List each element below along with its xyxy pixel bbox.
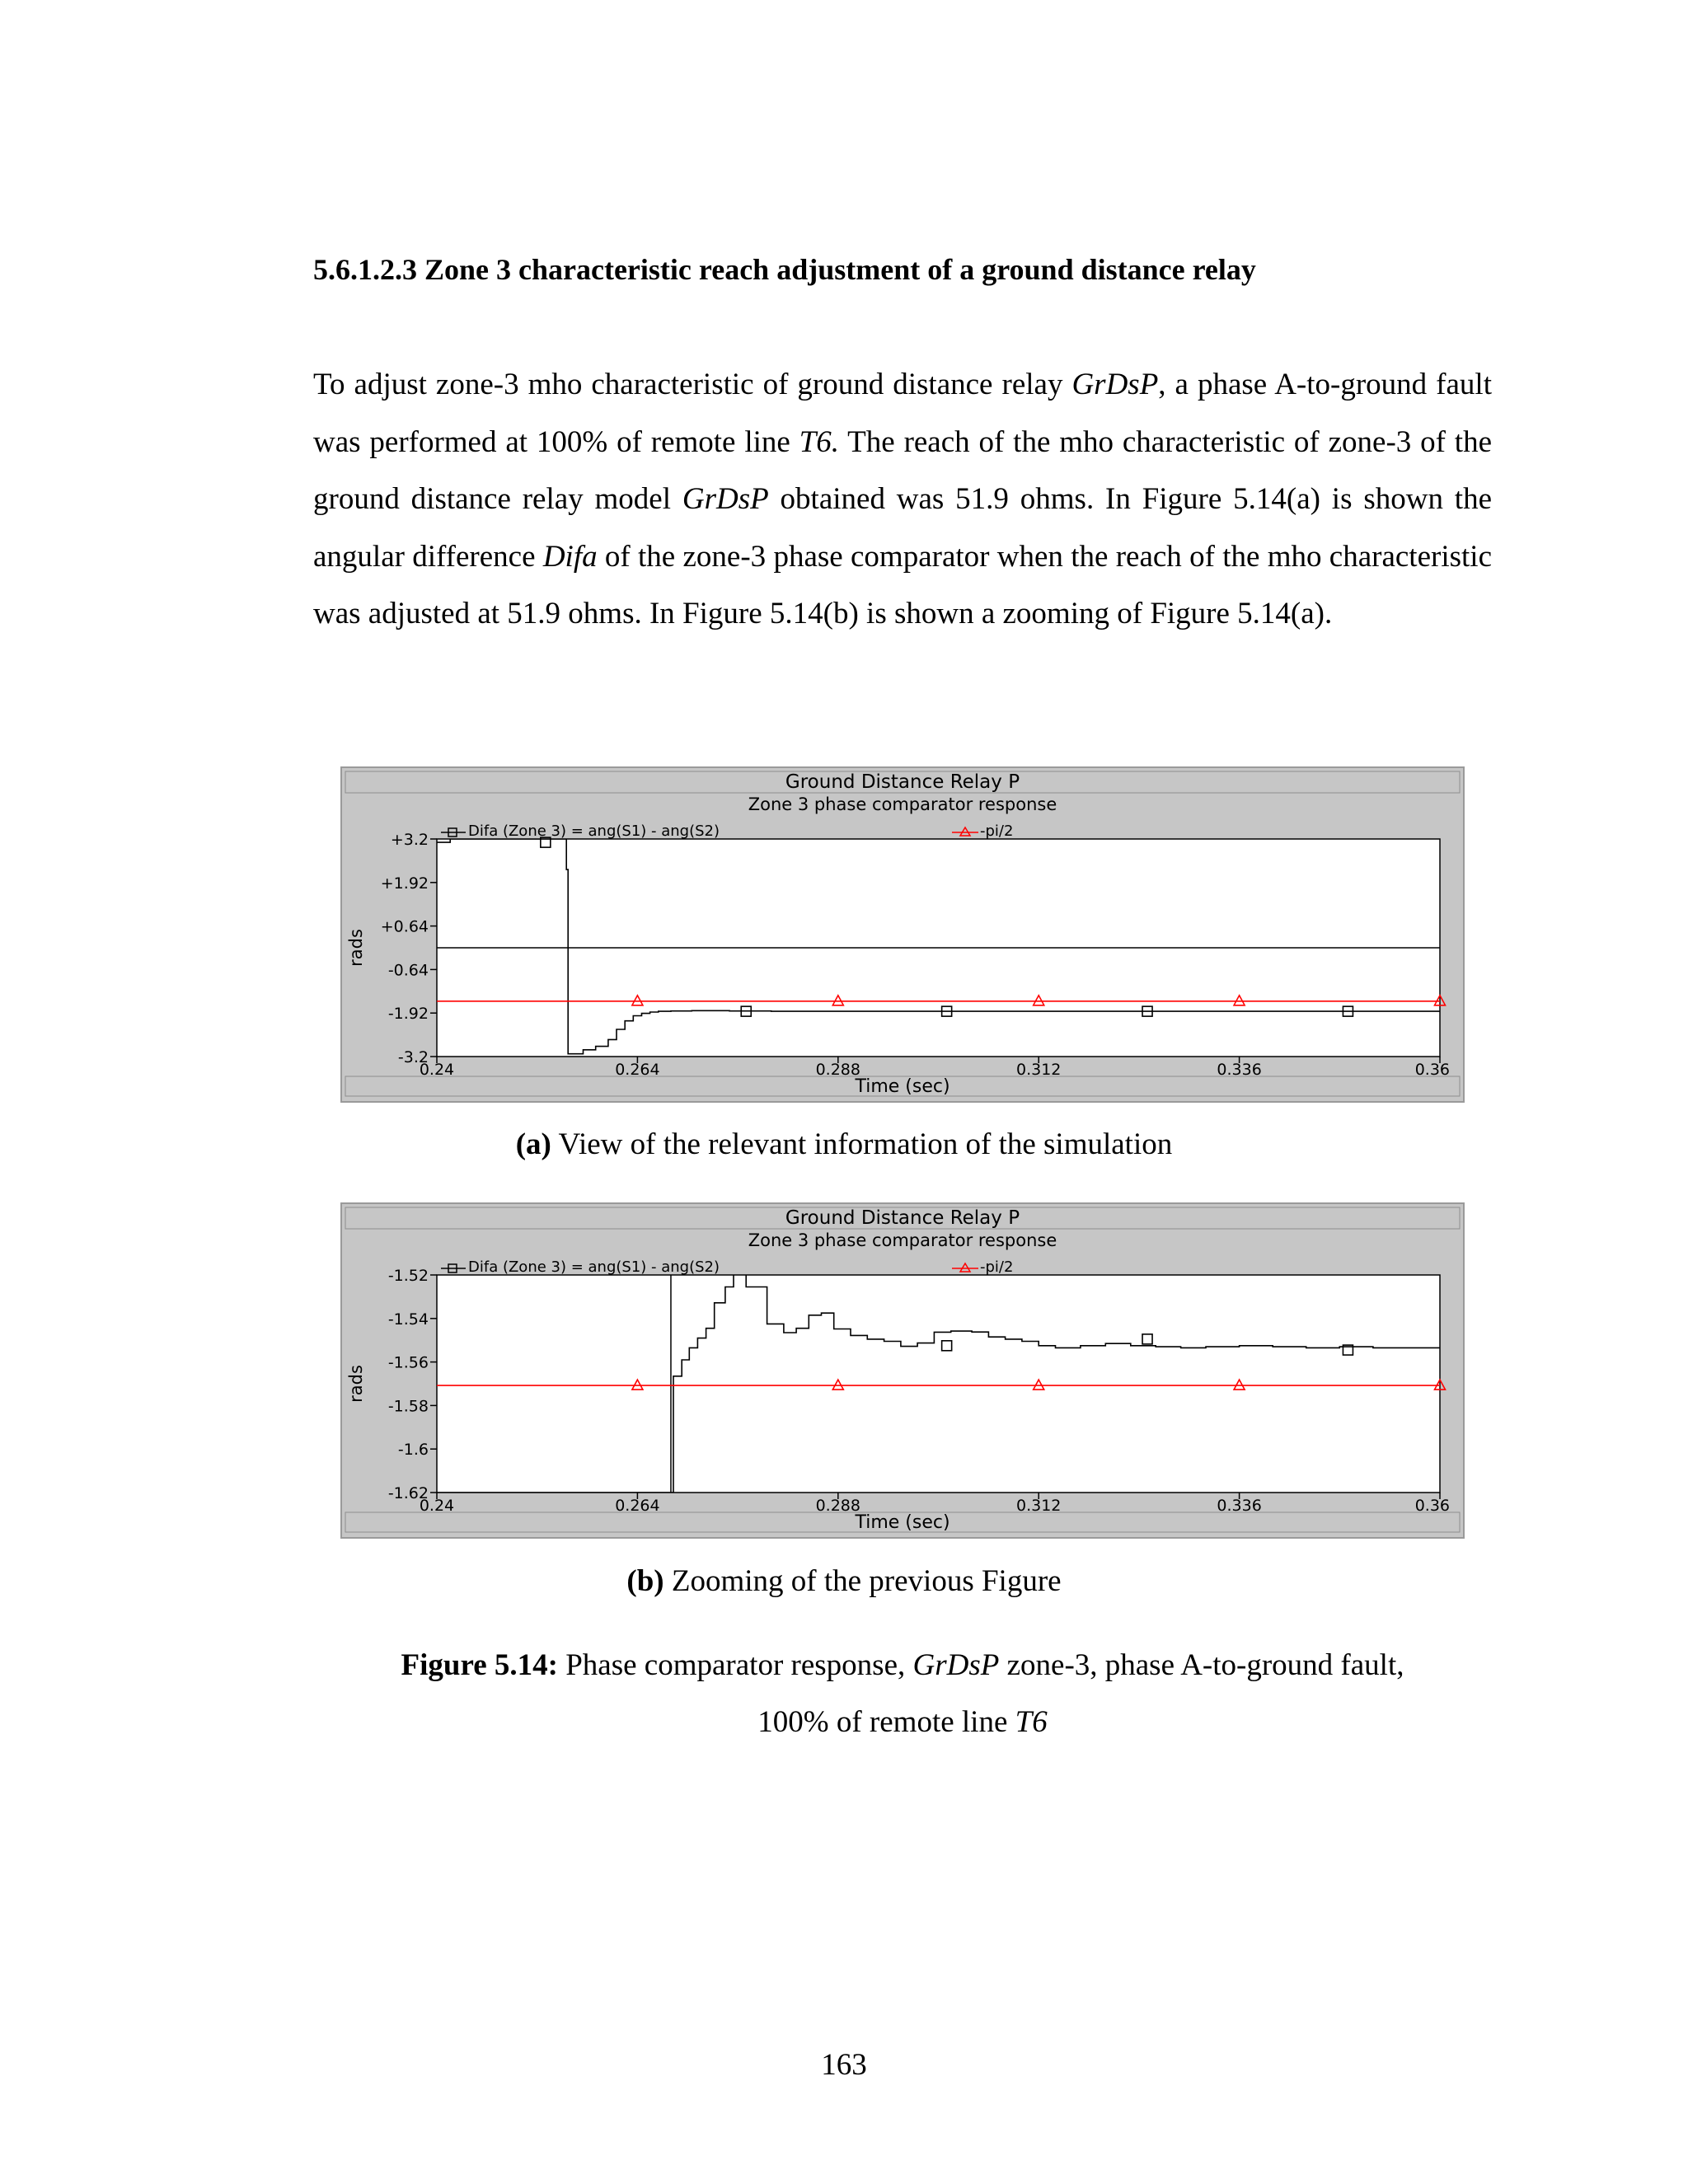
x-tick-label: 0.336: [1217, 1061, 1262, 1079]
x-tick-label: 0.336: [1217, 1497, 1262, 1515]
x-tick-label: 0.36: [1414, 1497, 1450, 1515]
chart-b: [340, 1202, 1465, 1539]
y-tick-label: +3.2: [390, 831, 429, 849]
plot-area: [437, 1275, 1440, 1493]
legend-marker: [960, 827, 970, 836]
x-axis-label: Time (sec): [855, 1076, 950, 1097]
caption-b: (b) Zooming of the previous Figure: [626, 1564, 1062, 1598]
x-tick-label: 0.264: [615, 1497, 660, 1515]
y-tick-label: +0.64: [380, 917, 429, 936]
legend-entry: Difa (Zone 3) = ang(S1) - ang(S2): [468, 1258, 720, 1276]
x-tick-label: 0.312: [1015, 1497, 1062, 1515]
legend-entry: Difa (Zone 3) = ang(S1) - ang(S2): [468, 823, 720, 840]
y-tick-label: -0.64: [387, 961, 429, 980]
page-number: 163: [821, 2048, 867, 2082]
relay-name: GrDsP: [682, 482, 769, 516]
x-tick-label: 0.36: [1414, 1061, 1450, 1079]
body-paragraph: To adjust zone-3 mho characteristic of ground distance relay GrDsP, a phase A-to-ground fault was performed at 100% of remote line T6. The reach of the mho characteristic of zone-3 of the ground distance relay model GrDsP obtained was 51.9 ohms. In Figure 5.14(a) is shown the angular difference Difa of the zone-3 phase comparator when the reach of the mho characteristic was adjusted at 51.9 ohms. In Figure 5.14(b) is shown a zooming of Figure 5.14(a).: [313, 368, 1492, 630]
y-tick-label: -1.58: [387, 1397, 429, 1416]
y-axis-label: rads: [346, 1365, 366, 1403]
chart-a: [340, 766, 1465, 1103]
relay-name: GrDsP: [1071, 368, 1159, 401]
chart-title: Ground Distance Relay P: [785, 771, 1020, 793]
x-axis-label: Time (sec): [855, 1512, 950, 1533]
figure-caption: Figure 5.14: Phase comparator response, GrDsP zone-3, phase A-to-ground fault, 100% of remote line T6: [401, 1648, 1404, 1739]
caption-a: (a) View of the relevant information of the simulation: [515, 1127, 1173, 1161]
x-tick-label: 0.264: [615, 1061, 660, 1079]
chart-title: Ground Distance Relay P: [785, 1207, 1020, 1229]
y-tick-label: -1.54: [387, 1310, 429, 1329]
y-tick-label: -1.92: [387, 1005, 429, 1024]
x-tick-label: 0.24: [419, 1061, 455, 1079]
x-tick-label: 0.288: [815, 1497, 861, 1515]
legend-marker: [960, 1263, 970, 1272]
x-tick-label: 0.312: [1015, 1061, 1062, 1079]
y-tick-label: +1.92: [380, 874, 429, 893]
signal-name: Difa: [542, 539, 598, 574]
chart-subtitle: Zone 3 phase comparator response: [748, 794, 1057, 814]
x-tick-label: 0.24: [419, 1497, 455, 1515]
x-tick-label: 0.288: [815, 1061, 861, 1079]
y-tick-label: -1.56: [387, 1353, 429, 1372]
y-tick-label: -1.6: [397, 1441, 429, 1460]
chart-subtitle: Zone 3 phase comparator response: [748, 1230, 1057, 1250]
y-axis-label: rads: [346, 929, 366, 967]
section-heading: 5.6.1.2.3 Zone 3 characteristic reach adjustment of a ground distance relay: [313, 253, 1256, 286]
y-tick-label: -1.62: [387, 1484, 429, 1502]
y-tick-label: -3.2: [397, 1048, 429, 1066]
legend-entry: -pi/2: [980, 823, 1014, 840]
chart-b-svg: [342, 1204, 1463, 1537]
chart-a-svg: [342, 768, 1463, 1101]
legend-entry: -pi/2: [980, 1258, 1014, 1276]
y-tick-label: -1.52: [387, 1267, 429, 1285]
line-name: T6.: [799, 424, 839, 459]
